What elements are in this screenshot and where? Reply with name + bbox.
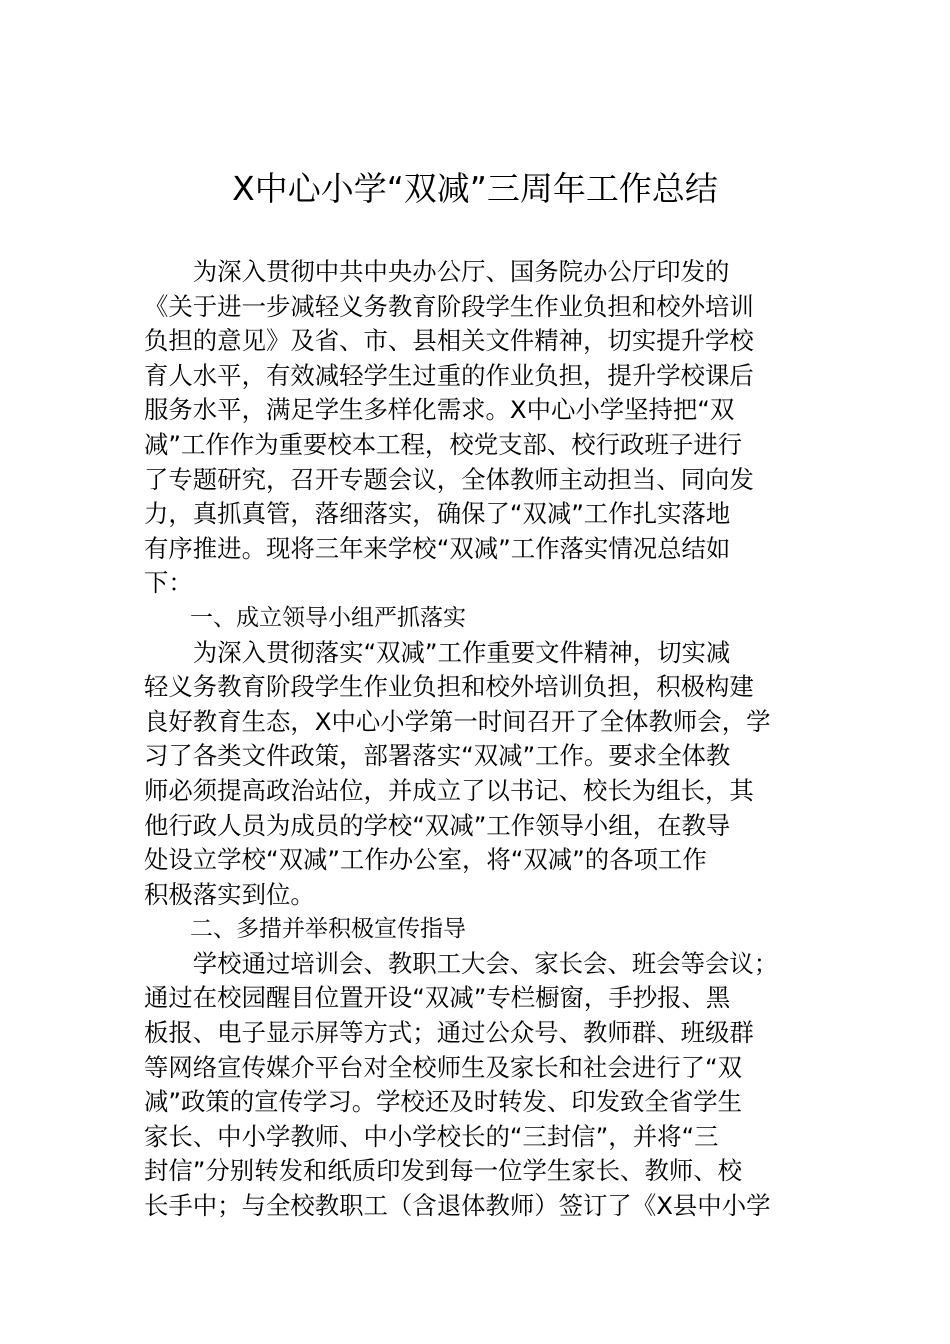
text-line: 服务水平，满足学生多样化需求。X中心小学坚持把“双 — [144, 395, 735, 425]
text-line: 板报、电子显示屏等方式；通过公众号、教师群、班级群 — [144, 1018, 754, 1048]
text-line: 减”政策的宣传学习。学校还及时转发、印发致全省学生 — [144, 1087, 743, 1117]
text-line: 下： — [144, 568, 193, 598]
text-line: 为深入贯彻落实“双减”工作重要文件精神，切实减 — [144, 637, 731, 667]
text-line: 封信”分别转发和纸质印发到每一位学生家长、教师、校 — [144, 1156, 743, 1186]
text-line: 家长、中小学教师、中小学校长的“三封信”，并将“三 — [144, 1121, 719, 1151]
text-line: 通过在校园醒目位置开设“双减”专栏橱窗，手抄报、黑 — [144, 983, 731, 1013]
text-line: 积极落实到位。 — [144, 879, 315, 909]
text-line: 处设立学校“双减”工作办公室，将“双减”的各项工作 — [144, 845, 707, 875]
document-title: X中心小学“双减”三周年工作总结 — [232, 169, 718, 208]
text-line: 负担的意见》及省、市、县相关文件精神，切实提升学校 — [144, 326, 754, 356]
text-line: 师必须提高政治站位，并成立了以书记、校长为组长，其 — [144, 775, 754, 805]
document-body — [144, 255, 834, 1224]
text-line: 力，真抓真管，落细落实，确保了“双减”工作扎实落地 — [144, 499, 731, 529]
text-line: 育人水平，有效减轻学生过重的作业负担，提升学校课后 — [144, 360, 754, 390]
section-heading: 二、多措并举积极宣传指导 — [144, 916, 466, 943]
text-line: 等网络宣传媒介平台对全校师生及家长和社会进行了“双 — [144, 1052, 743, 1082]
text-line: 长手中；与全校教职工（含退体教师）签订了《X县中小学 — [144, 1191, 771, 1221]
text-line: 《关于进一步减轻义务教育阶段学生作业负担和校外培训 — [144, 291, 754, 321]
text-line: 为深入贯彻中共中央办公厅、国务院办公厅印发的 — [144, 257, 730, 286]
text-line: 有序推进。现将三年来学校“双减”工作落实情况总结如 — [144, 533, 731, 563]
text-line: 习了各类文件政策，部署落实“双减”工作。要求全体教 — [144, 741, 731, 771]
text-line: 减”工作作为重要校本工程，校党支部、校行政班子进行 — [144, 429, 743, 459]
text-line: 良好教育生态，X中心小学第一时间召开了全体教师会，学 — [144, 706, 771, 736]
text-line: 轻义务教育阶段学生作业负担和校外培训负担，积极构建 — [144, 672, 754, 702]
section-heading: 一、成立领导小组严抓落实 — [144, 604, 466, 631]
text-line: 他行政人员为成员的学校“双减”工作领导小组，在教导 — [144, 810, 731, 840]
text-line: 了专题研究，召开专题会议，全体教师主动担当、同向发 — [144, 464, 754, 494]
text-line: 学校通过培训会、教职工大会、家长会、班会等会议； — [144, 948, 779, 978]
